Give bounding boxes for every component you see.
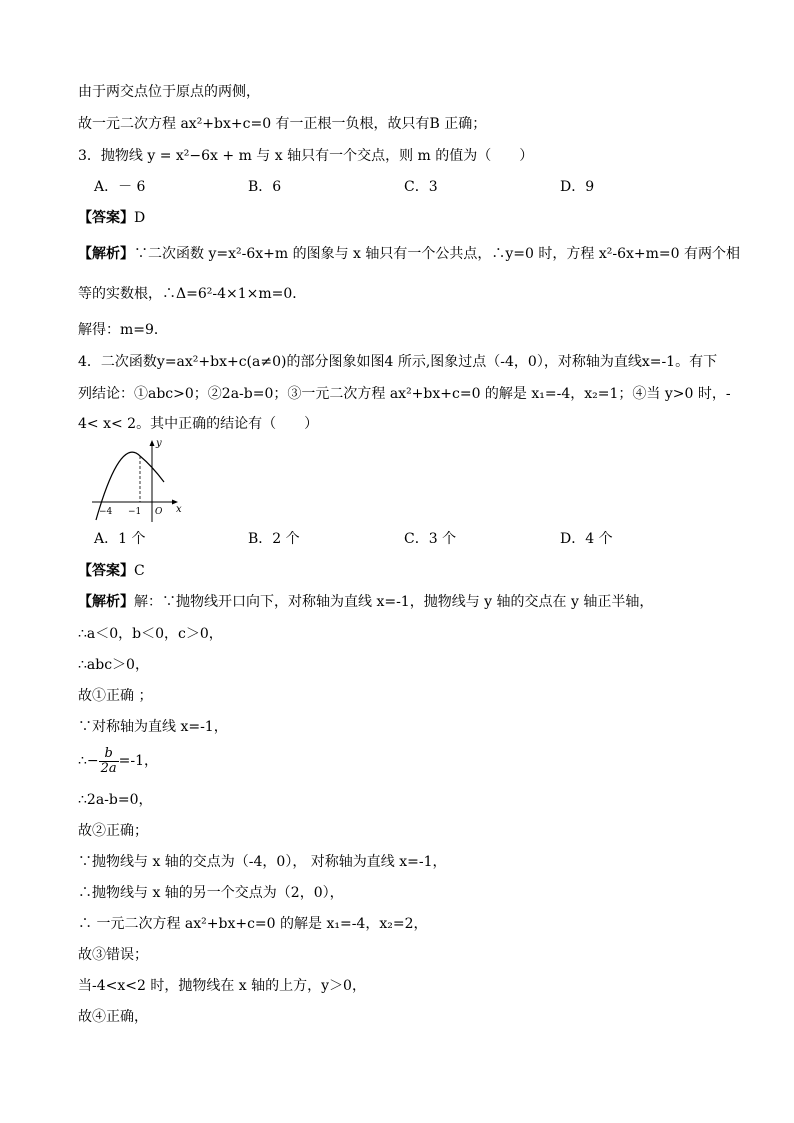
analysis-text: 解：∵抛物线开口向下，对称轴为直线 x=-1，抛物线与 y 轴的交点在 y 轴正半轴，: [134, 594, 654, 610]
q4-option-d: D．4 个: [560, 531, 613, 547]
text-line: 4< x< 2。其中正确的结论有（ ）: [78, 416, 319, 432]
answer-4: [78, 561, 145, 581]
q4-option-c: C．3 个: [404, 531, 457, 547]
answer-tag: 【答案】: [78, 210, 134, 226]
tick-label-neg1: −1: [128, 507, 142, 517]
text-line: ∴abc＞0，: [78, 657, 149, 673]
text-line: 故②正确；: [78, 823, 148, 839]
y-axis-arrow: [150, 440, 155, 446]
text-line: ∴a＜0，b＜0，c＞0，: [78, 626, 223, 642]
fraction-prefix: ∴−: [78, 753, 99, 769]
text-line: 由于两交点位于原点的两侧，: [78, 84, 260, 100]
text-line: ∴2a-b=0，: [78, 792, 153, 808]
text-line: 故一元二次方程 ax²+bx+c=0 有一正根一负根，故只有B 正确；: [78, 116, 487, 132]
q3-option-a: A．－ 6: [94, 179, 146, 195]
q4-option-a: A．1 个: [94, 531, 146, 547]
text-line: 故④正确，: [78, 1009, 148, 1025]
fraction-line: [78, 744, 158, 778]
tick-label-neg4: −4: [99, 507, 113, 517]
text-line: ∴ 一元二次方程 ax²+bx+c=0 的解是 x₁=-4，x₂=2，: [78, 916, 428, 932]
question-4: 4．二次函数y=ax²+bx+c(a≠0)的部分图象如图4 所示,图象过点（-4，0），对称轴为直线x=-1。有下: [78, 354, 718, 370]
answer-3: [78, 208, 145, 228]
fraction-numerator: b: [99, 747, 119, 762]
q3-option-b: B．6: [248, 179, 282, 195]
answer-tag: 【答案】: [78, 563, 134, 579]
text-line: 当-4<x<2 时，抛物线在 x 轴的上方，y＞0，: [78, 978, 366, 994]
text-line: 等的实数根，∴Δ=6²-4×1×m=0．: [78, 286, 307, 302]
x-axis-label: x: [176, 504, 182, 515]
analysis-tag: 【解析】: [78, 594, 134, 610]
text-line: ∵对称轴为直线 x=-1，: [78, 719, 228, 735]
analysis-tag: 【解析】: [78, 246, 134, 262]
text-line: ∴抛物线与 x 轴的另一个交点为（2，0），: [78, 885, 344, 901]
text-line: 列结论：①abc>0；②2a-b=0；③一元二次方程 ax²+bx+c=0 的解是 x₁=-4，x₂=1；④当 y>0 时，-: [78, 386, 731, 402]
q3-option-d: D．9: [560, 179, 595, 195]
origin-label: O: [155, 507, 163, 517]
analysis-4: [78, 592, 653, 612]
q3-option-c: C．3: [404, 179, 438, 195]
text-line: 故③错误；: [78, 947, 148, 963]
question-3: 3．抛物线 y = x²−6x + m 与 x 轴只有一个交点，则 m 的值为（ ）: [78, 148, 534, 164]
parabola-figure: [90, 436, 186, 526]
text-line: 故①正确 ；: [78, 688, 153, 704]
fraction-denominator: 2a: [100, 760, 117, 776]
text-line: 解得：m=9．: [78, 322, 168, 338]
text-line: ∵抛物线与 x 轴的交点为（-4，0）， 对称轴为直线 x=-1，: [78, 854, 447, 870]
answer-value: C: [134, 563, 145, 579]
fraction: [99, 747, 119, 776]
fraction-suffix: =-1，: [118, 753, 159, 769]
y-axis-label: y: [156, 438, 162, 449]
analysis-text: ∵二次函数 y=x²-6x+m 的图象与 x 轴只有一个公共点，∴y=0 时，方程 x²-6x+m=0 有两个相: [134, 246, 740, 262]
analysis-3: [78, 244, 740, 264]
q4-option-b: B．2 个: [248, 531, 300, 547]
answer-value: D: [134, 210, 146, 226]
